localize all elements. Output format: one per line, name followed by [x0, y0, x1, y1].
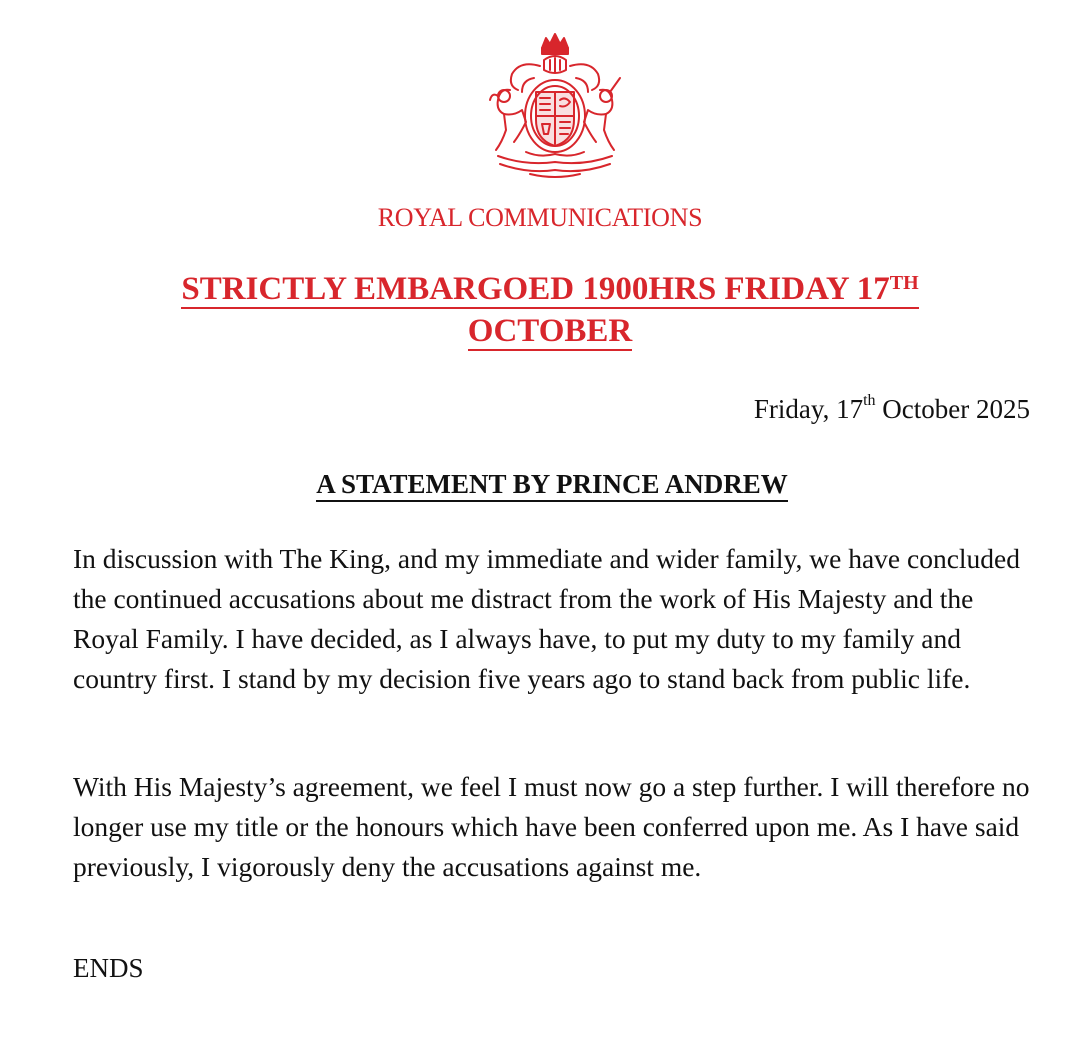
- statement-title: [0, 469, 1080, 500]
- statement-paragraph-2: With His Majesty’s agreement, we feel I must now go a step further. I will therefore no longer use my title or the honours which have been conferred upon me. As I have said previously, I vigorously deny the accusations against me.: [73, 771, 1030, 882]
- embargo-line-2: OCTOBER: [467, 313, 633, 349]
- statement-ends-marker: ENDS: [73, 953, 144, 983]
- royal-crest-icon: [470, 30, 640, 180]
- embargo-notice: [0, 268, 1080, 352]
- date-ordinal-suffix: th: [863, 392, 876, 409]
- date-suffix: October 2025: [875, 394, 1030, 424]
- embargo-line-1-text: STRICTLY EMBARGOED 1900HRS FRIDAY 17: [181, 271, 890, 307]
- statement-title-text: A STATEMENT BY PRINCE ANDREW: [316, 469, 788, 502]
- date-prefix: Friday, 17: [753, 394, 864, 424]
- statement-date: [754, 394, 1030, 425]
- organization-name: ROYAL COMMUNICATIONS: [377, 203, 703, 232]
- embargo-ordinal-suffix: TH: [889, 272, 919, 294]
- statement-paragraph-1: In discussion with The King, and my immediate and wider family, we have concluded the continued accusations about me distract from the work of His Majesty and the Royal Family. I have decided, as I always have, to put my duty to my family and country first. I stand by my decision five years ago to stand back from public life.: [73, 543, 1020, 694]
- embargo-line-1: [181, 271, 918, 309]
